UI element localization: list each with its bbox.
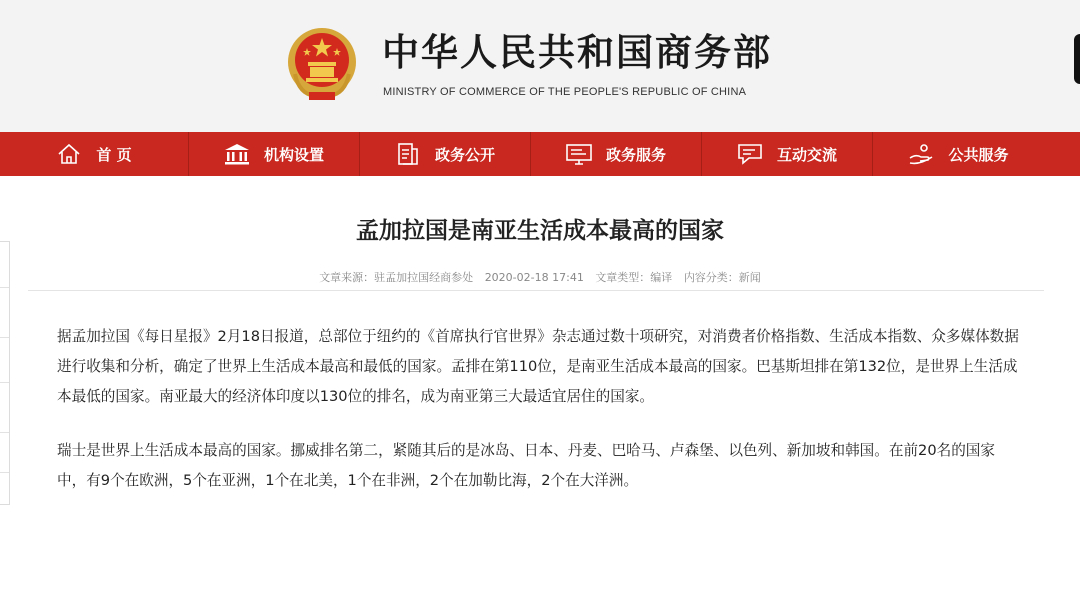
article-title: 孟加拉国是南亚生活成本最高的国家 <box>356 218 724 244</box>
divider <box>28 290 1044 291</box>
nav-item-label: 政务服务 <box>605 145 666 164</box>
article-paragraph: 瑞士是世界上生活成本最高的国家。挪威排名第二，紧随其后的是冰岛、日本、丹麦、巴哈马、卢森堡、以色列、新加坡和韩国。在前20名的国家中，有9个在欧洲，5个在亚洲，1个在北美，1个在非洲，2个在加勒比海，2个在大洋洲。 <box>57 442 995 489</box>
site-title: 中华人民共和国商务部 <box>382 31 772 74</box>
article-source: 文章来源：驻孟加拉国经商参处 <box>319 271 474 284</box>
site-subtitle: MINISTRY OF COMMERCE OF THE PEOPLE'S REPUBLIC OF CHINA <box>383 86 747 98</box>
nav-item-label: 首 页 <box>96 145 132 164</box>
home-icon <box>56 143 82 165</box>
article-body <box>57 322 1022 520</box>
document-icon <box>395 143 421 165</box>
nav-item-institutions[interactable] <box>189 132 360 176</box>
article-meta <box>0 269 1080 285</box>
chat-icon <box>737 143 763 165</box>
institution-icon <box>224 143 250 165</box>
corner-tab[interactable] <box>1074 34 1080 84</box>
nav-item-label: 公共服务 <box>948 145 1009 164</box>
main-nav <box>0 132 1080 176</box>
nav-item-home[interactable] <box>0 132 189 176</box>
nav-item-public-services[interactable] <box>873 132 1044 176</box>
monitor-icon <box>566 143 592 165</box>
hand-icon <box>908 143 934 165</box>
nav-item-government-affairs[interactable] <box>360 132 531 176</box>
article-date: 2020-02-18 17:41 <box>484 271 584 284</box>
nav-item-government-services[interactable] <box>531 132 702 176</box>
article-paragraph: 据孟加拉国《每日星报》2月18日报道，总部位于纽约的《首席执行官世界》杂志通过数十项研究，对消费者价格指数、生活成本指数、众多媒体数据进行收集和分析，确定了世界上生活成本最高和最低的国家。孟排在第110位，是南亚生活成本最高的国家。巴基斯坦排在第132位，是世界上生活成本最低的国家。南亚最大的经济体印度以130位的排名，成为南亚第三大最适宜居住的国家。 <box>57 328 1019 405</box>
national-emblem-icon[interactable] <box>285 24 359 104</box>
article-category: 内容分类：新闻 <box>683 271 761 284</box>
nav-item-label: 机构设置 <box>263 145 324 164</box>
nav-item-label: 互动交流 <box>776 145 837 164</box>
nav-item-label: 政务公开 <box>434 145 495 164</box>
article-type: 文章类型：编译 <box>595 271 673 284</box>
site-header <box>0 0 1080 132</box>
nav-item-interaction[interactable] <box>702 132 873 176</box>
